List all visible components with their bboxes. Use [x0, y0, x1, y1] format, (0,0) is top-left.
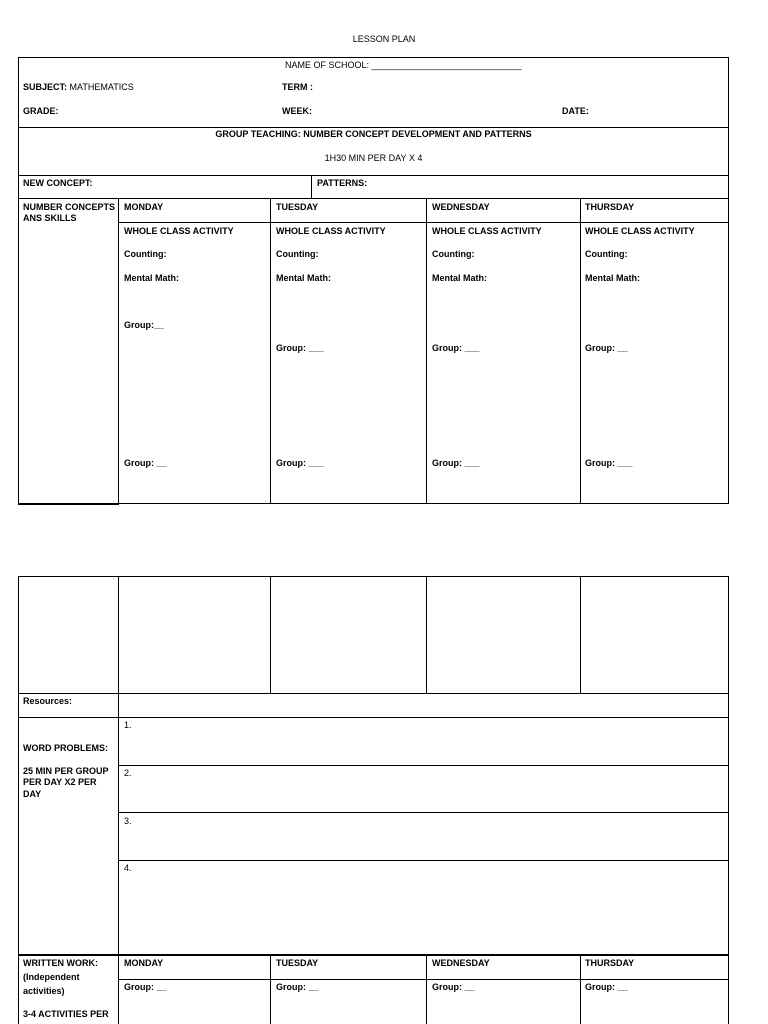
subject-label-text: SUBJECT: [23, 82, 68, 92]
mental-math-label: Mental Math: [585, 273, 640, 283]
day-tuesday: TUESDAY [276, 958, 319, 968]
written-group-label: Group: __ [276, 982, 319, 992]
day-monday: MONDAY [124, 958, 164, 968]
day-monday: MONDAY [124, 202, 164, 212]
table-border [18, 576, 729, 577]
date-label: DATE: [562, 106, 589, 116]
table-border [18, 175, 729, 176]
table-border [118, 503, 729, 504]
table-border [426, 955, 427, 1024]
table-border [118, 812, 729, 813]
table-border [118, 860, 729, 861]
table-border [18, 954, 729, 956]
word-problem-item-3: 3. [124, 816, 132, 826]
table-border [118, 576, 119, 1024]
table-border [426, 576, 427, 693]
day-tuesday: TUESDAY [276, 202, 319, 212]
table-border [580, 576, 581, 693]
table-border [270, 955, 271, 1024]
table-border [18, 198, 729, 199]
counting-label: Counting: [276, 249, 319, 259]
page-title: LESSON PLAN [352, 34, 416, 44]
word-problems-time: 25 MIN PER GROUP PER DAY X2 PER DAY [23, 766, 109, 799]
patterns-label: PATTERNS: [317, 178, 368, 188]
table-border [580, 198, 581, 504]
written-work-label: WRITTEN WORK: (Independent activities) [23, 958, 98, 996]
written-group-label: Group: __ [585, 982, 628, 992]
table-border [118, 979, 729, 980]
day-thursday: THURSDAY [585, 202, 635, 212]
table-border [18, 127, 729, 128]
written-group-label: Group: __ [432, 982, 475, 992]
group-label: Group: ___ [432, 343, 480, 353]
word-problems-label: WORD PROBLEMS: [23, 743, 108, 753]
group-label: Group: ___ [432, 458, 480, 468]
group-label: Group: __ [124, 458, 167, 468]
table-border [270, 198, 271, 504]
table-border [311, 175, 312, 198]
table-border [18, 503, 119, 505]
whole-class-activity: WHOLE CLASS ACTIVITY [585, 226, 695, 236]
group-label: Group: __ [585, 343, 628, 353]
written-group-label: Group: __ [124, 982, 167, 992]
table-border [18, 576, 19, 1024]
school-name-field: NAME OF SCHOOL: ______________________________ [285, 60, 522, 70]
word-problem-item-1: 1. [124, 720, 132, 730]
whole-class-activity: WHOLE CLASS ACTIVITY [432, 226, 542, 236]
table-border [118, 222, 729, 223]
counting-label: Counting: [124, 249, 167, 259]
table-border [728, 576, 729, 1024]
table-border [18, 693, 729, 694]
week-label: WEEK: [282, 106, 312, 116]
word-problem-item-4: 4. [124, 863, 132, 873]
group-teaching-duration: 1H30 MIN PER DAY X 4 [324, 153, 423, 163]
group-label: Group: ___ [276, 458, 324, 468]
written-work-activities: 3-4 ACTIVITIES PER [23, 1009, 109, 1019]
new-concept-label: NEW CONCEPT: [23, 178, 93, 188]
mental-math-label: Mental Math: [276, 273, 331, 283]
word-problem-item-2: 2. [124, 768, 132, 778]
table-border [580, 955, 581, 1024]
mental-math-label: Mental Math: [124, 273, 179, 283]
table-border [426, 198, 427, 504]
term-label: TERM : [282, 82, 313, 92]
group-label: Group: ___ [276, 343, 324, 353]
subject-label [23, 82, 134, 93]
group-teaching-title: GROUP TEACHING: NUMBER CONCEPT DEVELOPMENT AND PATTERNS [215, 129, 532, 139]
counting-label: Counting: [432, 249, 475, 259]
table-border [18, 57, 729, 58]
resources-label: Resources: [23, 696, 73, 706]
table-border [728, 57, 729, 504]
group-label: Group:__ [124, 320, 165, 330]
day-thursday: THURSDAY [585, 958, 635, 968]
table-border [118, 765, 729, 766]
number-concepts-label: NUMBER CONCEPTS ANS SKILLS [23, 202, 116, 224]
group-label: Group: ___ [585, 458, 633, 468]
table-border [18, 57, 19, 505]
day-wednesday: WEDNESDAY [432, 202, 490, 212]
grade-label: GRADE: [23, 106, 59, 116]
whole-class-activity: WHOLE CLASS ACTIVITY [276, 226, 386, 236]
table-border [118, 198, 119, 504]
whole-class-activity: WHOLE CLASS ACTIVITY [124, 226, 234, 236]
mental-math-label: Mental Math: [432, 273, 487, 283]
counting-label: Counting: [585, 249, 628, 259]
day-wednesday: WEDNESDAY [432, 958, 490, 968]
subject-value: MATHEMATICS [69, 82, 134, 92]
table-border [18, 717, 729, 718]
table-border [270, 576, 271, 693]
